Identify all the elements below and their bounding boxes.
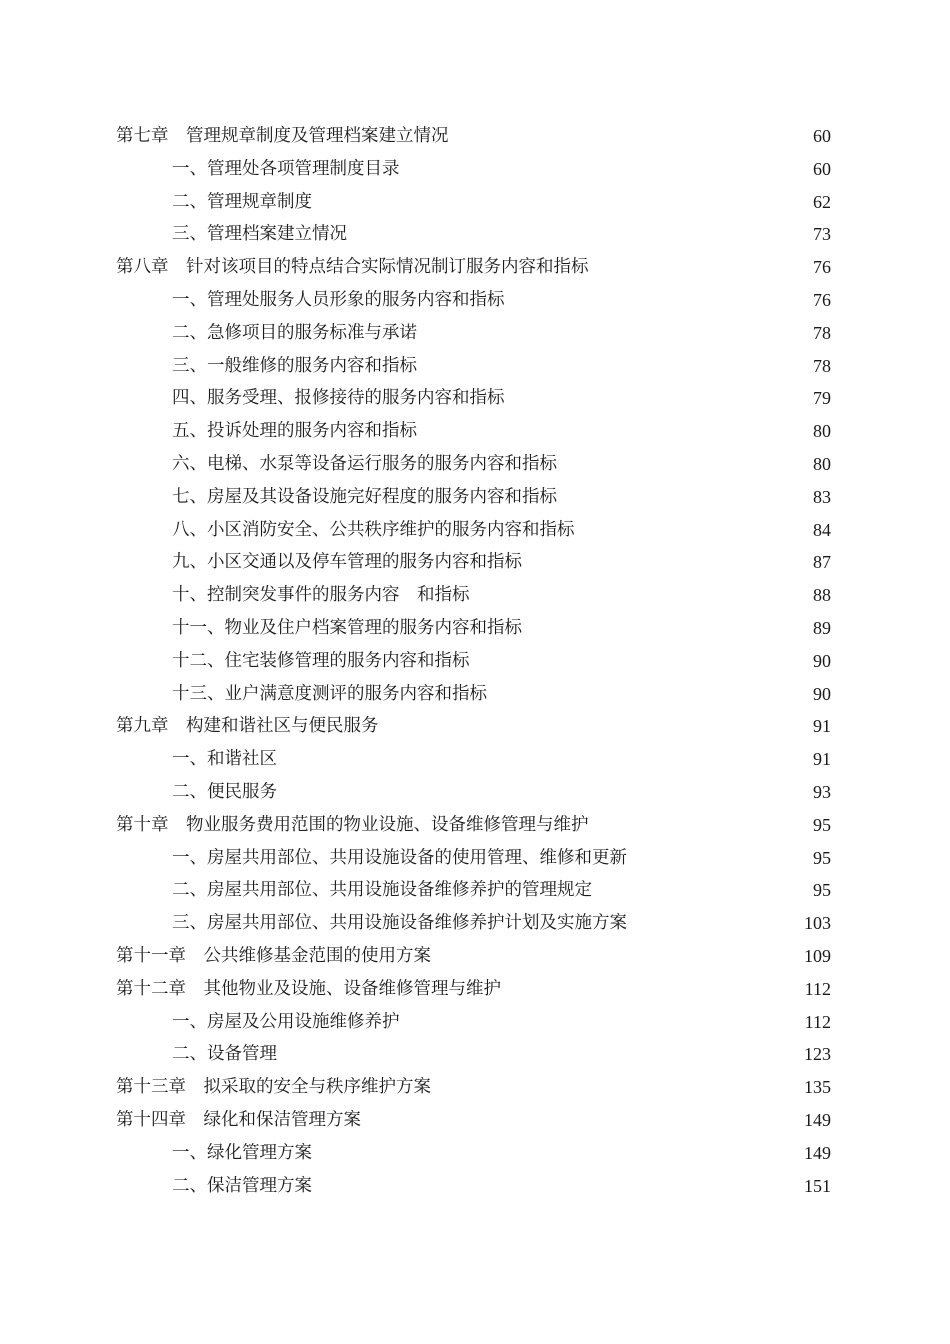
toc-page-number: 80: [813, 453, 831, 474]
toc-entry-title: 二、急修项目的服务标准与承诺: [172, 322, 417, 343]
toc-page-number: 62: [813, 191, 831, 212]
toc-page-number: 103: [804, 913, 831, 934]
toc-entry-title: 七、房屋及其设备设施完好程度的服务内容和指标: [172, 486, 557, 507]
toc-section-entry[interactable]: [0, 579, 950, 612]
toc-page-number: 135: [804, 1077, 831, 1098]
toc-entry-title: 第七章 管理规章制度及管理档案建立情况: [116, 126, 449, 146]
toc-entry-title: 第十章 物业服务费用范围的物业设施、设备维修管理与维护: [116, 814, 589, 835]
toc-section-entry[interactable]: [0, 1038, 950, 1071]
toc-chapter-entry[interactable]: [0, 1071, 950, 1104]
toc-entry-title: 第十四章 绿化和保洁管理方案: [116, 1109, 361, 1130]
toc-page-number: 112: [804, 978, 831, 999]
toc-entry-title: 十二、住宅装修管理的服务内容和指标: [172, 650, 470, 671]
toc-page-number: 76: [813, 257, 831, 278]
toc-entry-title: 第九章 构建和谐社区与便民服务: [116, 716, 379, 737]
toc-chapter-entry[interactable]: [0, 251, 950, 284]
toc-entry-title: 一、房屋及公用设施维修养护: [172, 1011, 400, 1032]
toc-page-number: 149: [804, 1142, 831, 1163]
toc-entry-title: 一、和谐社区: [172, 749, 277, 770]
toc-page-number: 78: [813, 322, 831, 343]
toc-entry-title: 第八章 针对该项目的特点结合实际情况制订服务内容和指标: [116, 257, 589, 278]
toc-page-number: 123: [804, 1044, 831, 1065]
toc-chapter-entry[interactable]: [0, 1104, 950, 1137]
toc-entry-title: 二、保洁管理方案: [172, 1175, 312, 1196]
toc-page-number: 80: [813, 421, 831, 442]
toc-section-entry[interactable]: [0, 776, 950, 809]
toc-entry-title: 一、绿化管理方案: [172, 1142, 312, 1163]
toc-section-entry[interactable]: [0, 907, 950, 940]
toc-entry-title: 五、投诉处理的服务内容和指标: [172, 421, 417, 442]
toc-page-number: 91: [813, 749, 831, 770]
toc-section-entry[interactable]: [0, 284, 950, 317]
toc-page-number: 90: [813, 650, 831, 671]
toc-page-number: 88: [813, 585, 831, 606]
toc-entry-title: 第十二章 其他物业及设施、设备维修管理与维护: [116, 978, 501, 999]
toc-entry-title: 十一、物业及住户档案管理的服务内容和指标: [172, 617, 522, 638]
toc-section-entry[interactable]: [0, 481, 950, 514]
toc-entry-title: 一、房屋共用部位、共用设施设备的使用管理、维修和更新: [172, 847, 627, 868]
toc-section-entry[interactable]: [0, 514, 950, 547]
toc-entry-title: 四、服务受理、报修接待的服务内容和指标: [172, 388, 505, 409]
toc-page-number: 93: [813, 781, 831, 802]
toc-section-entry[interactable]: [0, 546, 950, 579]
toc-page-number: 95: [813, 814, 831, 835]
toc-page-number: 95: [813, 847, 831, 868]
toc-page-number: 87: [813, 552, 831, 573]
toc-section-entry[interactable]: [0, 415, 950, 448]
toc-section-entry[interactable]: [0, 645, 950, 678]
toc-section-entry[interactable]: [0, 218, 950, 251]
toc-entry-title: 九、小区交通以及停车管理的服务内容和指标: [172, 552, 522, 573]
toc-section-entry[interactable]: [0, 1137, 950, 1170]
toc-page-number: 91: [813, 716, 831, 737]
toc-chapter-entry[interactable]: [0, 710, 950, 743]
toc-chapter-entry[interactable]: [0, 940, 950, 973]
table-of-contents: [0, 120, 950, 1202]
toc-chapter-entry[interactable]: [0, 809, 950, 842]
toc-section-entry[interactable]: [0, 678, 950, 711]
toc-page-number: 89: [813, 617, 831, 638]
toc-page-number: 112: [804, 1011, 831, 1032]
toc-section-entry[interactable]: [0, 1170, 950, 1203]
toc-entry-title: 三、房屋共用部位、共用设施设备维修养护计划及实施方案: [172, 913, 627, 934]
toc-page-number: 151: [804, 1175, 831, 1196]
toc-page-number: 60: [813, 158, 831, 179]
toc-section-entry[interactable]: [0, 382, 950, 415]
toc-entry-title: 第十三章 拟采取的安全与秩序维护方案: [116, 1077, 431, 1098]
toc-page-number: 95: [813, 880, 831, 901]
toc-page-number: 76: [813, 289, 831, 310]
toc-page-number: 84: [813, 519, 831, 540]
toc-page-number: 73: [813, 224, 831, 245]
toc-section-entry[interactable]: [0, 743, 950, 776]
toc-entry-title: 三、一般维修的服务内容和指标: [172, 355, 417, 376]
toc-section-entry[interactable]: [0, 612, 950, 645]
toc-entry-title: 六、电梯、水泵等设备运行服务的服务内容和指标: [172, 453, 557, 474]
toc-section-entry[interactable]: [0, 874, 950, 907]
toc-page-number: 109: [804, 945, 831, 966]
toc-section-entry[interactable]: [0, 350, 950, 383]
toc-entry-title: 一、管理处各项管理制度目录: [172, 158, 400, 179]
toc-page-number: 149: [804, 1109, 831, 1130]
toc-chapter-entry[interactable]: [0, 973, 950, 1006]
toc-entry-title: 二、管理规章制度: [172, 191, 312, 212]
toc-section-entry[interactable]: [0, 153, 950, 186]
toc-section-entry[interactable]: [0, 317, 950, 350]
toc-page-number: 78: [813, 355, 831, 376]
toc-section-entry[interactable]: [0, 842, 950, 875]
toc-chapter-entry[interactable]: [0, 120, 950, 153]
toc-entry-title: 二、便民服务: [172, 781, 277, 802]
toc-entry-title: 十三、业户满意度测评的服务内容和指标: [172, 683, 487, 704]
toc-page-number: 90: [813, 683, 831, 704]
toc-entry-title: 三、管理档案建立情况: [172, 224, 347, 245]
toc-page-number: 83: [813, 486, 831, 507]
toc-section-entry[interactable]: [0, 186, 950, 219]
toc-entry-title: 十、控制突发事件的服务内容 和指标: [172, 585, 470, 606]
toc-page-number: 60: [813, 126, 831, 146]
toc-page-number: 79: [813, 388, 831, 409]
toc-entry-title: 第十一章 公共维修基金范围的使用方案: [116, 945, 431, 966]
toc-entry-title: 八、小区消防安全、公共秩序维护的服务内容和指标: [172, 519, 575, 540]
toc-entry-title: 二、设备管理: [172, 1044, 277, 1065]
toc-section-entry[interactable]: [0, 448, 950, 481]
toc-entry-title: 一、管理处服务人员形象的服务内容和指标: [172, 289, 505, 310]
toc-entry-title: 二、房屋共用部位、共用设施设备维修养护的管理规定: [172, 880, 592, 901]
toc-section-entry[interactable]: [0, 1006, 950, 1039]
